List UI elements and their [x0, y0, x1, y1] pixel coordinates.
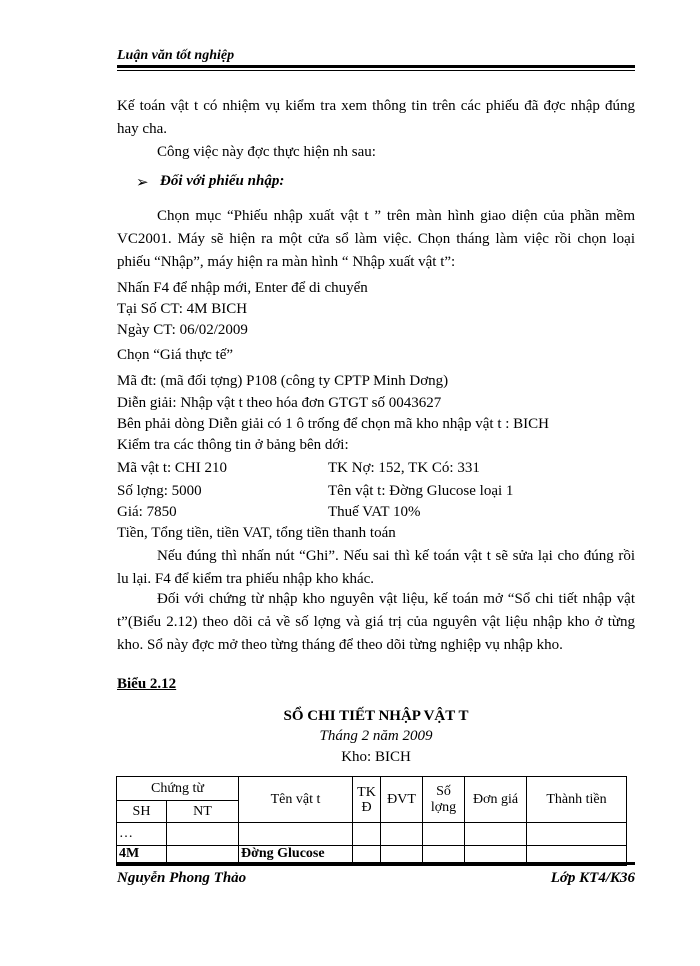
table-cell [167, 823, 239, 846]
header-ten-vat-tu: Tên vật t [239, 777, 353, 823]
info-so-luong: Số lợng: 5000 [117, 483, 202, 499]
paragraph-so-chi-tiet: Đối với chứng từ nhập kho nguyên vật liệu, kế toán mở “Sổ chi tiết nhập vật t”(Biểu 2.12) theo dõi cả về số lợng và giá trị của nguyên vật liệu nhập kho ở từng kho. Sổ này đợc mở theo từng tháng để theo dõi từng nghiệp vụ nhập kho. [117, 591, 635, 653]
table-cell [353, 823, 381, 846]
table-cell [239, 823, 353, 846]
paragraph-steps: Chọn mục “Phiếu nhập xuất vật t ” trên màn hình giao diện của phần mềm VC2001. Máy sẽ hiện ra một cửa sổ làm việc. Chọn tháng làm việc rồi chọn loại phiếu “Nhập”, máy hiện ra màn hình “ Nhập xuất vật t”: [117, 208, 635, 270]
line-ma-kho: Bên phải dòng Diễn giải có 1 ô trống để chọn mã kho nhập vật t : BICH [117, 416, 550, 432]
page-header-title: Luận văn tốt nghiệp [117, 48, 235, 63]
figure-label: Biểu 2.12 [117, 676, 177, 692]
line-gia-thuc-te: Chọn “Giá thực tế” [117, 347, 234, 363]
header-nt: NT [167, 801, 239, 823]
table-cell [423, 823, 465, 846]
info-tk: TK Nợ: 152, TK Có: 331 [328, 460, 480, 476]
info-ma-vat-tu: Mã vật t: CHI 210 [117, 460, 227, 476]
info-ten-vat-tu: Tên vật t: Đờng Glucose loại 1 [328, 483, 514, 499]
line-ma-dt: Mã đt: (mã đối tợng) P108 (công ty CPTP Minh Dơng) [117, 373, 449, 389]
header-don-gia: Đơn giá [465, 777, 527, 823]
paragraph-procedure: Công việc này đợc thực hiện nh sau: [157, 144, 376, 160]
footer-class: Lớp KT4/K36 [550, 870, 635, 886]
header-so-luong: Số lợng [423, 777, 465, 823]
info-vat: Thuế VAT 10% [328, 504, 421, 520]
paragraph-intro: Kế toán vật t có nhiệm vụ kiểm tra xem thông tin trên các phiếu đã đợc nhập đúng hay cha. [117, 98, 635, 137]
table-cell [381, 823, 423, 846]
table-cell-sh: 4M [117, 846, 167, 866]
footer-rule [117, 862, 635, 865]
line-f4: Nhấn F4 để nhập mới, Enter để di chuyển [117, 280, 368, 296]
header-thanh-tien: Thành tiền [527, 777, 627, 823]
ledger-warehouse: Kho: BICH [341, 749, 411, 765]
line-ngay-ct: Ngày CT: 06/02/2009 [117, 322, 248, 338]
info-gia: Giá: 7850 [117, 504, 177, 520]
header-chung-tu: Chứng từ [117, 777, 239, 801]
line-dien-giai: Diễn giải: Nhập vật t theo hóa đơn GTGT số 0043627 [117, 395, 442, 411]
line-kiem-tra: Kiểm tra các thông tin ở bảng bên dới: [117, 437, 349, 453]
header-dvt: ĐVT [381, 777, 423, 823]
line-so-ct: Tại Số CT: 4M BICH [117, 301, 248, 317]
header-tk: TK Đ [353, 777, 381, 823]
header-sh: SH [117, 801, 167, 823]
table-cell [465, 823, 527, 846]
footer-author: Nguyễn Phong Thảo [117, 870, 247, 886]
ledger-subtitle: Tháng 2 năm 2009 [319, 728, 433, 744]
header-rule [117, 65, 635, 68]
paragraph-ghi: Nếu đúng thì nhấn nút “Ghi”. Nếu sai thì kế toán vật t sẽ sửa lại cho đúng rồi lu lại. F4 để kiểm tra phiếu nhập kho khác. [117, 548, 635, 587]
section-title: Đối với phiếu nhập: [160, 173, 285, 189]
ledger-table [116, 776, 627, 866]
line-tien: Tiền, Tổng tiền, tiền VAT, tổng tiền thanh toán [117, 525, 396, 541]
table-cell-name: Đờng Glucose [239, 846, 353, 866]
table-cell [527, 823, 627, 846]
header-rule-thin [117, 70, 635, 71]
arrow-bullet-icon: ➢ [136, 175, 149, 191]
ledger-title: SỔ CHI TIẾT NHẬP VẬT T [283, 708, 469, 724]
table-cell-sh: … [117, 823, 167, 846]
